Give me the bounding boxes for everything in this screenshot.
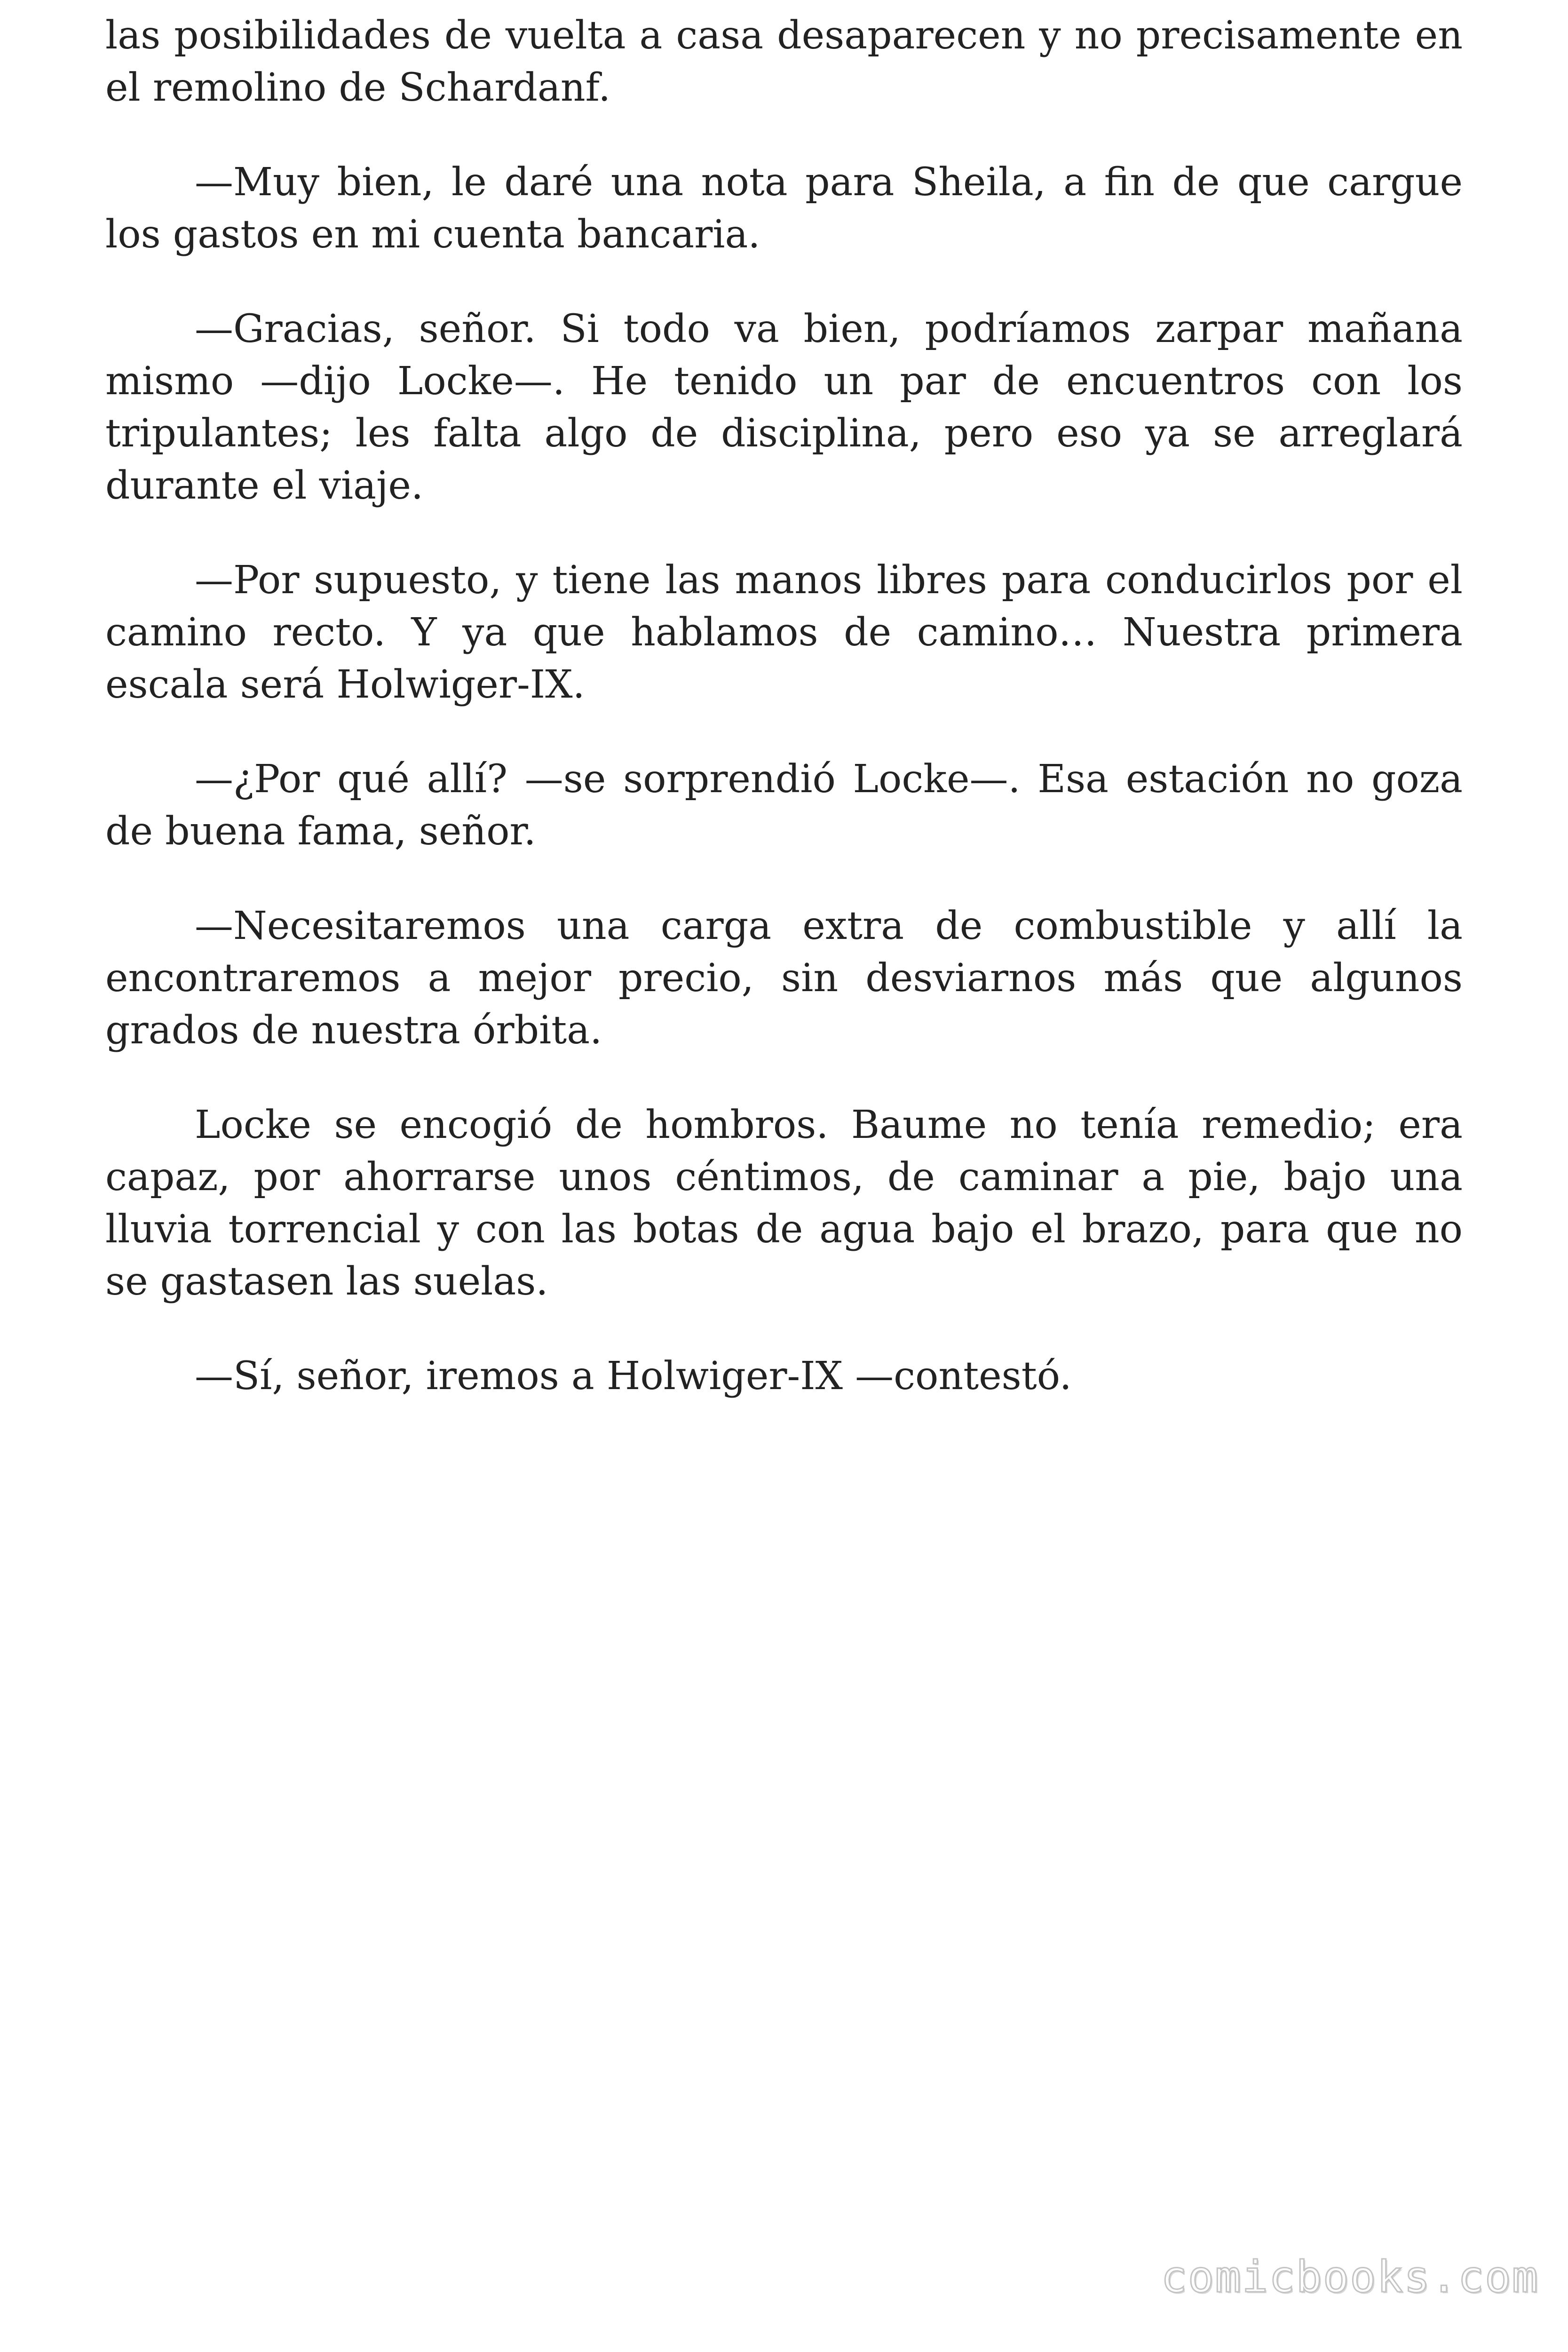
paragraph-4: —Por supuesto, y tiene las manos libres para conducirlos por el camino recto. Y ya que hablamos de camino… Nuestra primera escala será Holwiger-IX. <box>105 558 1463 707</box>
paragraph-6: —Necesitaremos una carga extra de combustible y allí la encontraremos a mejor precio, sin desviarnos más que algunos grados de nuestra órbita. <box>105 904 1463 1053</box>
paragraph-7: Locke se encogió de hombros. Baume no tenía remedio; era capaz, por ahorrarse unos céntimos, de caminar a pie, bajo una lluvia torrencial y con las botas de agua bajo el brazo, para que no se gastasen las suelas. <box>105 1103 1463 1304</box>
paragraph-1: las posibilidades de vuelta a casa desaparecen y no precisamente en el remolino de Schardanf. <box>105 13 1463 110</box>
paragraph-3: —Gracias, señor. Si todo va bien, podríamos zarpar mañana mismo —dijo Locke—. He tenido un par de encuentros con los tripulantes; les falta algo de disciplina, pero eso ya se arreglará durante el viaje. <box>105 307 1463 508</box>
body-text <box>105 9 1463 1445</box>
paragraph-5: —¿Por qué allí? —se sorprendió Locke—. Esa estación no goza de buena fama, señor. <box>105 757 1463 854</box>
watermark: comicbooks.com <box>1161 2252 1539 2302</box>
paragraph-2: —Muy bien, le daré una nota para Sheila, a fin de que cargue los gastos en mi cuenta bancaria. <box>105 160 1463 257</box>
paragraph-8: —Sí, señor, iremos a Holwiger-IX —contestó. <box>195 1354 1072 1398</box>
